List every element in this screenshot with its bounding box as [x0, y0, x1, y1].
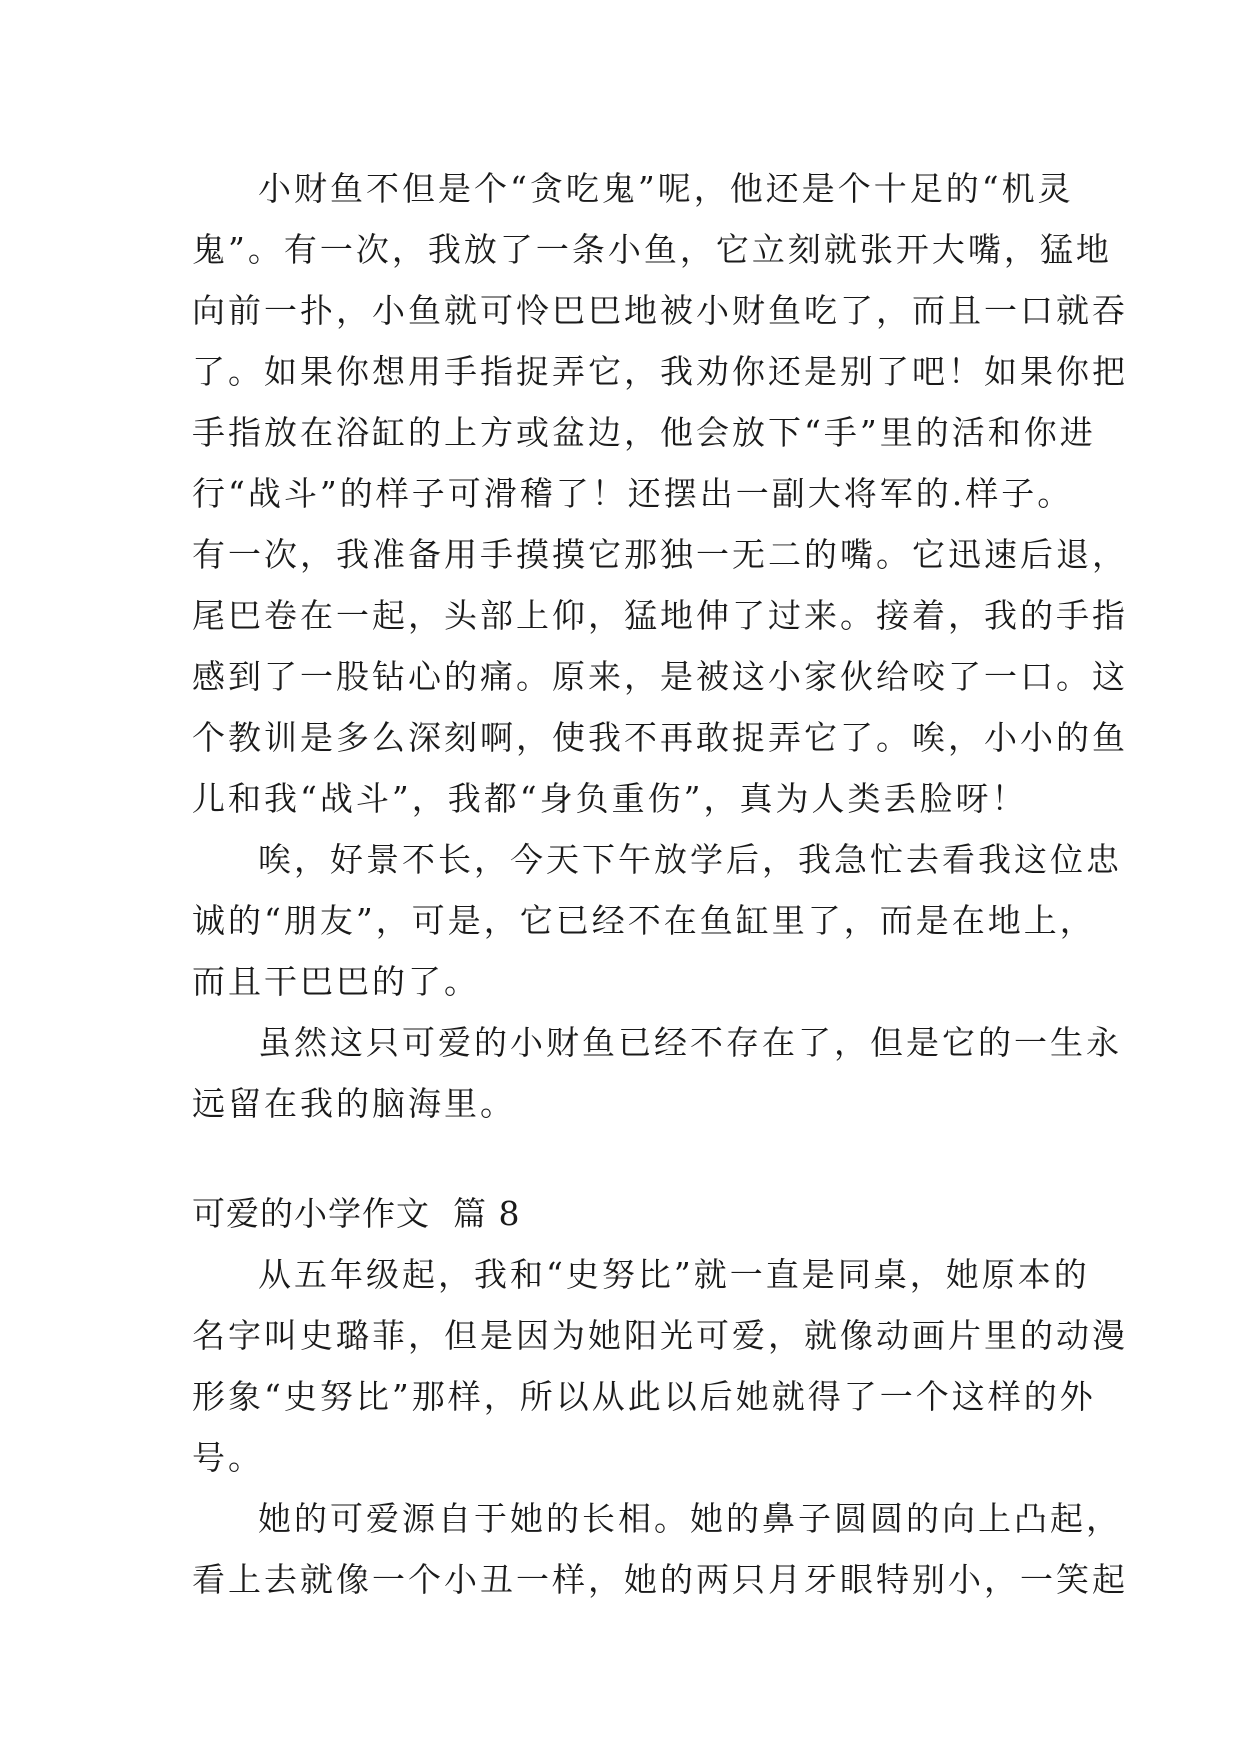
paragraph-line: 手指放在浴缸的上方或盆边，他会放下“手”里的活和你进	[192, 413, 1096, 452]
paragraph-line: 向前一扑，小鱼就可怜巴巴地被小财鱼吃了，而且一口就吞	[192, 291, 1128, 330]
paragraph-line: 远留在我的脑海里。	[192, 1084, 516, 1123]
paragraph-line: 看上去就像一个小丑一样，她的两只月牙眼特别小，一笑起	[192, 1560, 1128, 1599]
paragraph-line: 了。如果你想用手指捉弄它，我劝你还是别了吧！如果你把	[192, 352, 1128, 391]
paragraph-line: 个教训是多么深刻啊，使我不再敢捉弄它了。唉，小小的鱼	[192, 718, 1128, 757]
paragraph-line: 虽然这只可爱的小财鱼已经不存在了，但是它的一生永	[258, 1023, 1122, 1062]
paragraph-line: 唉，好景不长，今天下午放学后，我急忙去看我这位忠	[258, 840, 1122, 879]
paragraph-line: 尾巴卷在一起，头部上仰，猛地伸了过来。接着，我的手指	[192, 596, 1128, 635]
paragraph-line: 名字叫史璐菲，但是因为她阳光可爱，就像动画片里的动漫	[192, 1316, 1128, 1355]
paragraph	[192, 1244, 1128, 1488]
paragraph	[192, 829, 1122, 1012]
section-spacer	[192, 1134, 1062, 1183]
paragraph-line: 而且干巴巴的了。	[192, 962, 480, 1001]
paragraph-line: 有一次，我准备用手摸摸它那独一无二的嘴。它迅速后退，	[192, 535, 1128, 574]
paragraph-line: 感到了一股钻心的痛。原来，是被这小家伙给咬了一口。这	[192, 657, 1128, 696]
paragraph-line: 她的可爱源自于她的长相。她的鼻子圆圆的向上凸起，	[258, 1499, 1122, 1538]
paragraph-line: 儿和我“战斗”，我都“身负重伤”，真为人类丢脸呀！	[192, 779, 1028, 818]
paragraph	[192, 1488, 1128, 1610]
section-heading: 可爱的小学作文 篇 8	[192, 1194, 521, 1233]
paragraph-line: 形象“史努比”那样，所以从此以后她就得了一个这样的外	[192, 1377, 1096, 1416]
paragraph-line: 诚的“朋友”，可是，它已经不在鱼缸里了，而是在地上，	[192, 901, 1096, 940]
paragraph-line: 小财鱼不但是个“贪吃鬼”呢，他还是个十足的“机灵	[258, 169, 1074, 208]
paragraph-line: 从五年级起，我和“史努比”就一直是同桌，她原本的	[258, 1255, 1090, 1294]
paragraph-line: 行“战斗”的样子可滑稽了！还摆出一副大将军的.样子。	[192, 474, 1074, 513]
paragraph-line: 鬼”。有一次，我放了一条小鱼，它立刻就张开大嘴，猛地	[192, 230, 1112, 269]
document-body	[192, 158, 1128, 1610]
paragraph-line: 号。	[192, 1438, 264, 1477]
paragraph	[192, 158, 1128, 829]
paragraph	[192, 1012, 1122, 1134]
